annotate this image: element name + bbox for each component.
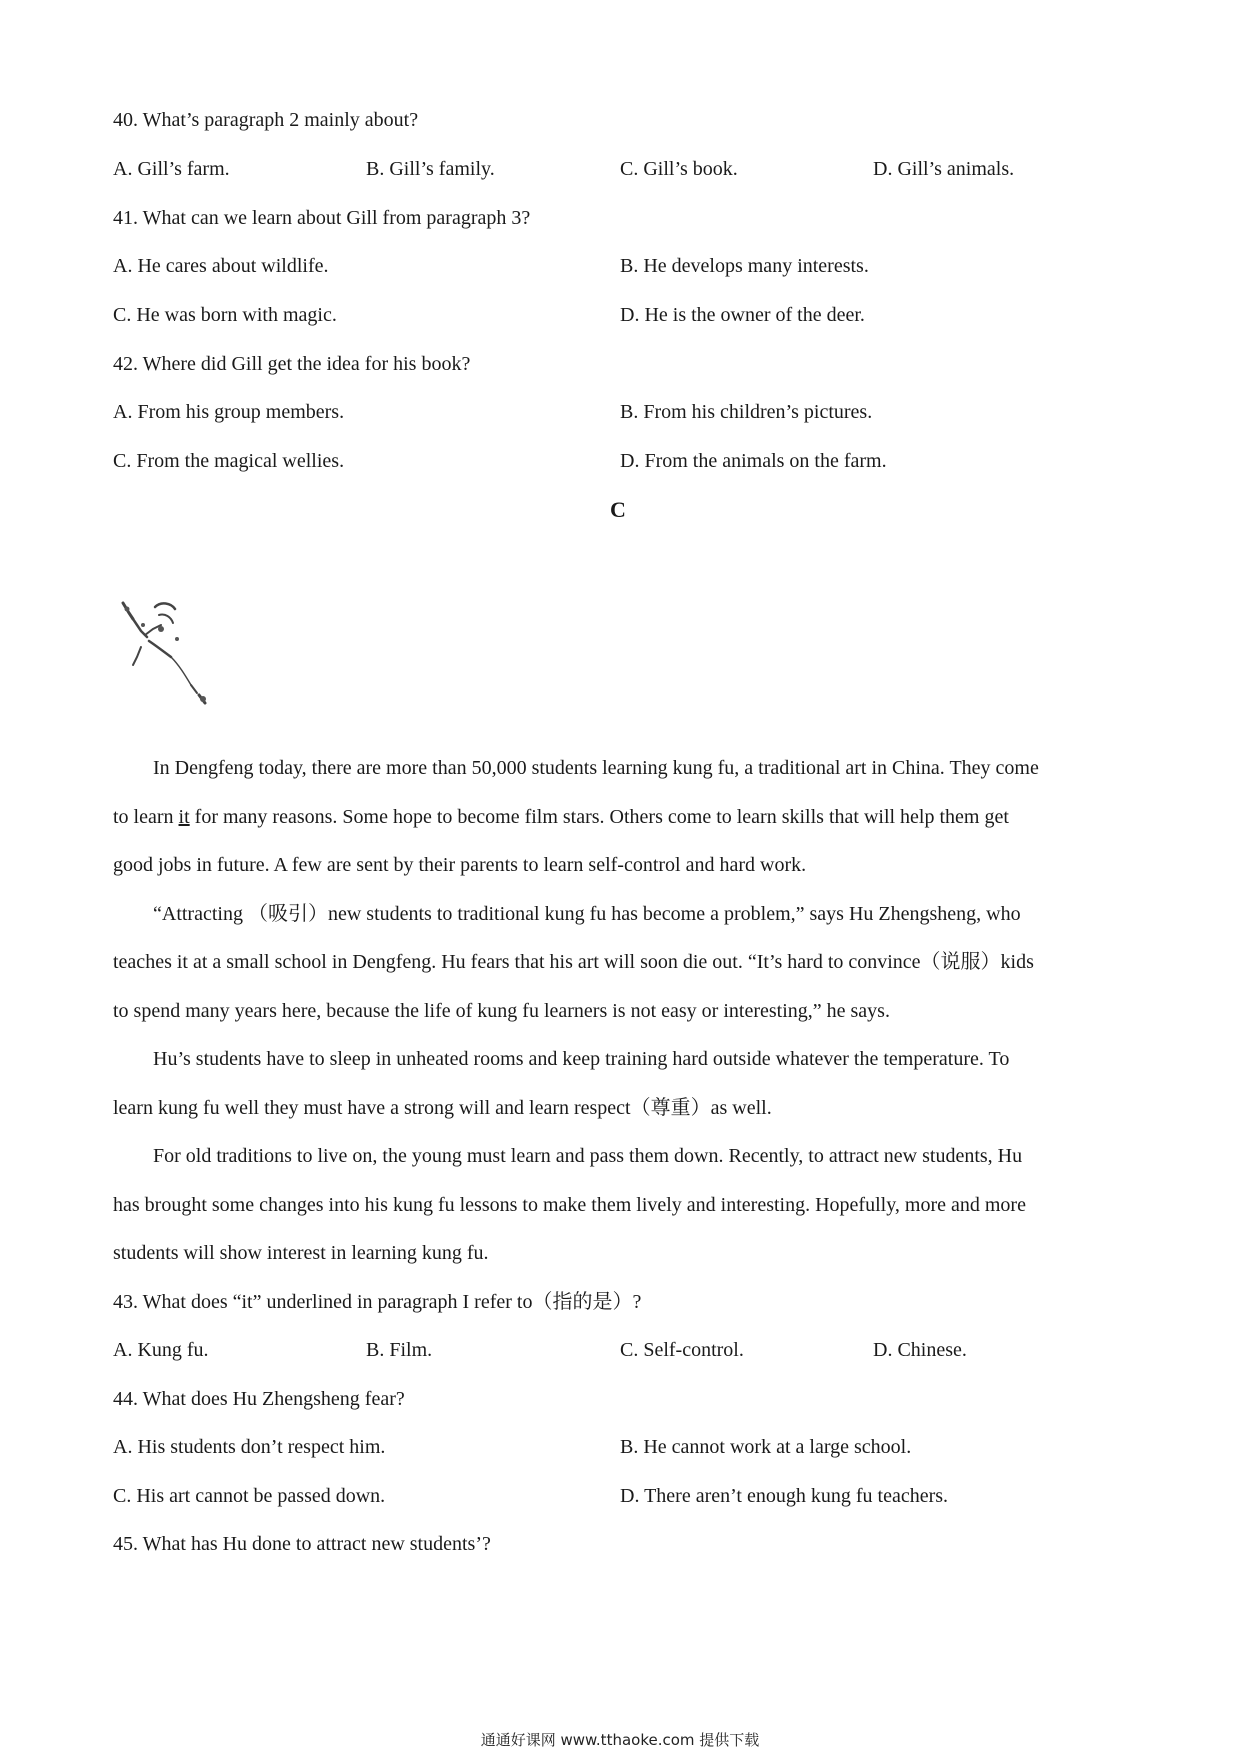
passage-p1-line3: good jobs in future. A few are sent by their parents to learn self-control and hard work. bbox=[113, 854, 807, 876]
passage-p3-line1: Hu’s students have to sleep in unheated rooms and keep training hard outside whatever the temperature. To bbox=[153, 1048, 1010, 1070]
passage-p4-line3: students will show interest in learning kung fu. bbox=[113, 1242, 489, 1264]
question-43: 43. What does “it” underlined in paragraph I refer to（指的是）? bbox=[113, 1291, 642, 1313]
q43-option-d: D. Chinese. bbox=[873, 1339, 967, 1361]
q44-option-d: D. There aren’t enough kung fu teachers. bbox=[620, 1485, 949, 1507]
passage-p1-line2-start: to learn bbox=[113, 806, 179, 828]
page-footer: 通通好课网 www.tthaoke.com 提供下载 bbox=[480, 1731, 760, 1749]
q41-option-a: A. He cares about wildlife. bbox=[113, 255, 329, 277]
passage-p2-line2: teaches it at a small school in Dengfeng. Hu fears that his art will soon die out. “It’s hard to convince（说服）kids bbox=[113, 951, 1034, 973]
passage-p1-line1: In Dengfeng today, there are more than 50,000 students learning kung fu, a traditional art in China. They come bbox=[153, 757, 1039, 779]
question-40: 40. What’s paragraph 2 mainly about? bbox=[113, 109, 419, 131]
passage-p4-line2: has brought some changes into his kung fu lessons to make them lively and interesting. Hopefully, more and more bbox=[113, 1194, 1026, 1216]
q41-option-b: B. He develops many interests. bbox=[620, 255, 869, 277]
question-45: 45. What has Hu done to attract new students’? bbox=[113, 1533, 491, 1555]
q42-option-d: D. From the animals on the farm. bbox=[620, 450, 887, 472]
passage-p1-line2-end: for many reasons. Some hope to become film stars. Others come to learn skills that will help them get bbox=[189, 806, 1009, 828]
q44-option-a: A. His students don’t respect him. bbox=[113, 1436, 386, 1458]
q42-option-a: A. From his group members. bbox=[113, 401, 345, 423]
q43-option-c: C. Self-control. bbox=[620, 1339, 744, 1361]
section-heading-c: C bbox=[610, 497, 626, 522]
q40-option-b: B. Gill’s family. bbox=[366, 158, 495, 180]
q43-option-b: B. Film. bbox=[366, 1339, 433, 1361]
q42-option-b: B. From his children’s pictures. bbox=[620, 401, 873, 423]
q41-option-c: C. He was born with magic. bbox=[113, 304, 337, 326]
passage-p4-line1: For old traditions to live on, the young must learn and pass them down. Recently, to attract new students, Hu bbox=[153, 1145, 1023, 1167]
q43-option-a: A. Kung fu. bbox=[113, 1339, 209, 1361]
question-44: 44. What does Hu Zhengsheng fear? bbox=[113, 1388, 405, 1410]
q40-option-c: C. Gill’s book. bbox=[620, 158, 738, 180]
passage-p1-line2 bbox=[113, 803, 1009, 831]
kung-fu-figure-image bbox=[115, 595, 230, 715]
q40-option-a: A. Gill’s farm. bbox=[113, 158, 230, 180]
passage-p2-line1: “Attracting （吸引）new students to traditional kung fu has become a problem,” says Hu Zhengsheng, who bbox=[153, 903, 1021, 925]
q44-option-c: C. His art cannot be passed down. bbox=[113, 1485, 386, 1507]
q41-option-d: D. He is the owner of the deer. bbox=[620, 304, 865, 326]
question-41: 41. What can we learn about Gill from paragraph 3? bbox=[113, 207, 531, 229]
q42-option-c: C. From the magical wellies. bbox=[113, 450, 345, 472]
passage-p2-line3: to spend many years here, because the life of kung fu learners is not easy or interesting,” he says. bbox=[113, 1000, 890, 1022]
question-42: 42. Where did Gill get the idea for his book? bbox=[113, 353, 471, 375]
q40-option-d: D. Gill’s animals. bbox=[873, 158, 1015, 180]
passage-p3-line2: learn kung fu well they must have a strong will and learn respect（尊重）as well. bbox=[113, 1097, 772, 1119]
underlined-word-it: it bbox=[178, 806, 190, 828]
q44-option-b: B. He cannot work at a large school. bbox=[620, 1436, 912, 1458]
